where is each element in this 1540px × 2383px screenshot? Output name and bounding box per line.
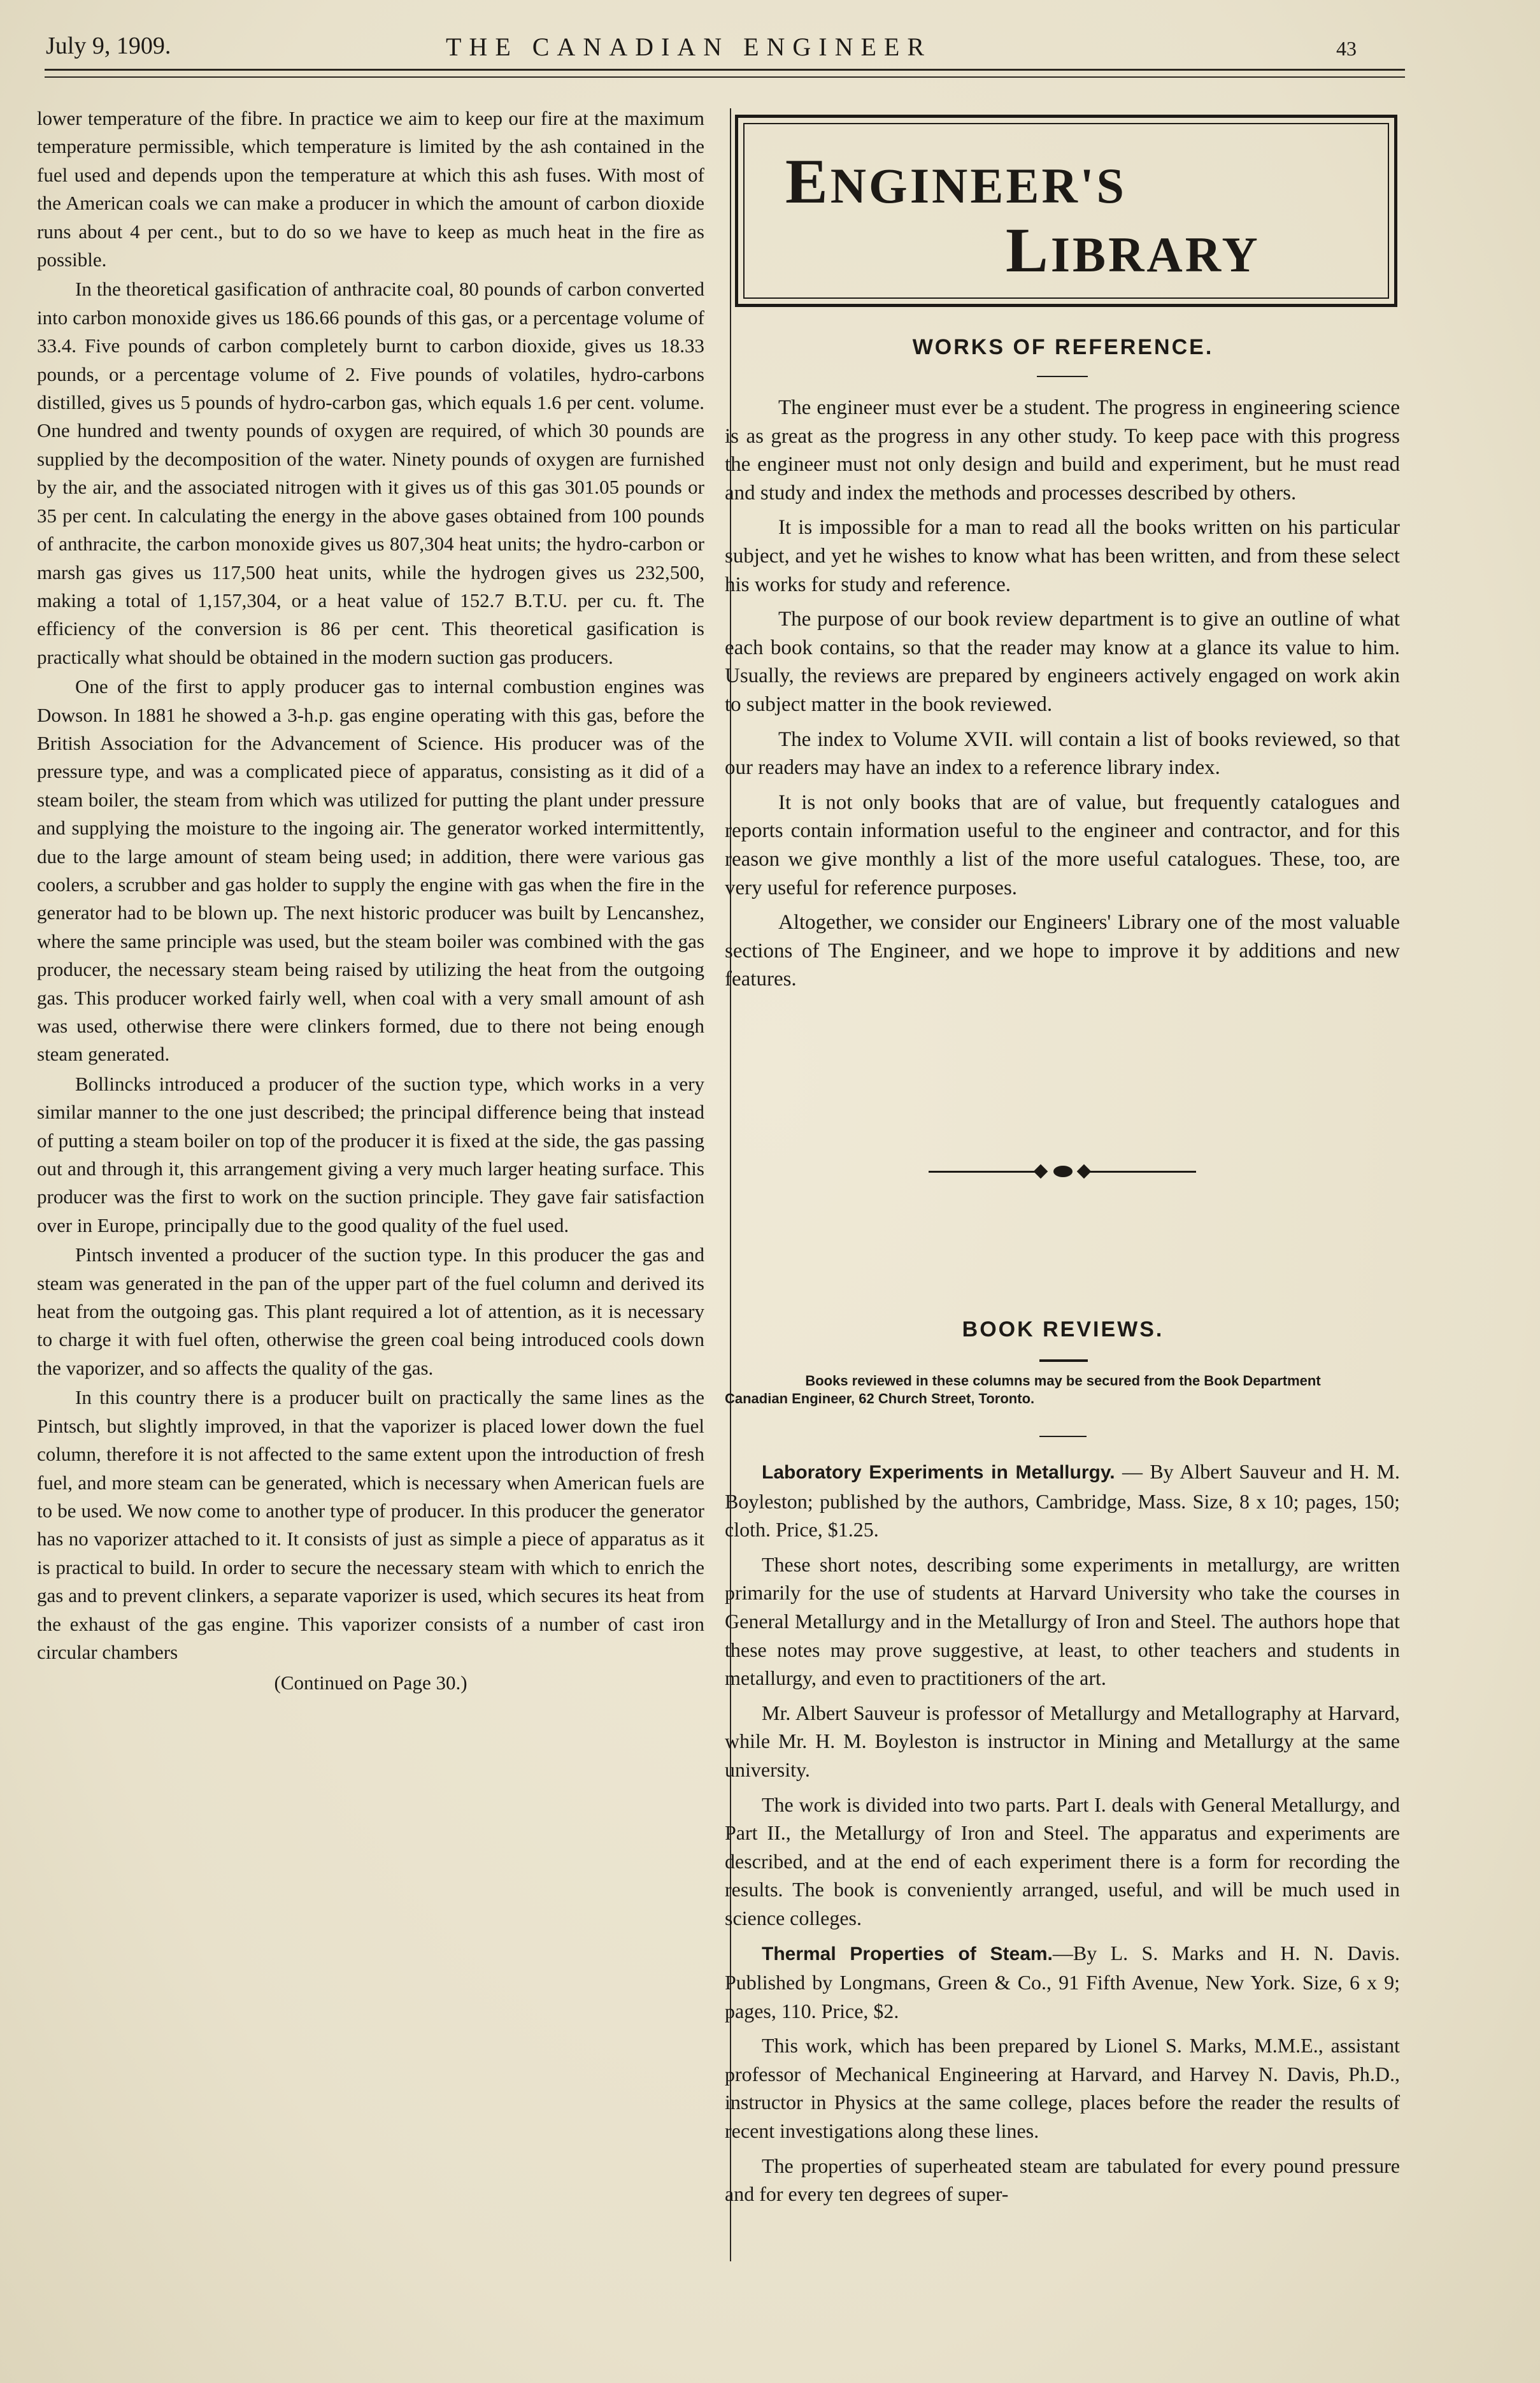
reference-paragraph: It is impossible for a man to read all the books written on his particular subject, and yet he wishes to know what has been written, and from these select his works for study and reference.: [725, 516, 1400, 596]
article-paragraph: In the theoretical gasification of anthracite coal, 80 pounds of carbon converted into carbon monoxide gives us 186.66 pounds of this gas, or a percentage volume of 33.4. Five pounds of carbon completely burnt to carbon dioxide, gives us 18.33 pounds, or a percentage volume of 2. Five pounds of volatiles, hydro-carbons distilled, gives us 5 pounds of hydro-carbon gas, which equals 1.6 per cent. volume. One hundred and twenty pounds of oxygen are required, of which 30 pounds are supplied by the decomposition of the water. Ninety pounds of oxygen are furnished by the air, and the associated nitrogen with it gives us of this gas 301.05 pounds or 35 per cent. In calculating the energy in the above gases obtained from 100 pounds of anthracite, the carbon monoxide gives us 807,304 heat units; the hydro-carbon or marsh gas gives us 117,500 heat units, while the hydrogen gives us 232,500, making a total of 1,157,304, or a heat value of 152.7 B.T.U. per cu. ft. The efficiency of the conversion is 86 per cent. This theoretical gasification is practically what should be obtained in the modern suction gas producers.: [37, 278, 704, 668]
book-reviews-body: [725, 1457, 1400, 2215]
reference-paragraph: It is not only books that are of value, but frequently catalogues and reports contain information useful to the engineer and contractor, and for this reason we give monthly a list of the more useful catalogues. These, too, are very useful for reference purposes.: [725, 791, 1400, 899]
left-column: [37, 104, 704, 1698]
notice-line: Books reviewed in these columns may be secured from the Book Department: [805, 1373, 1321, 1389]
review-paragraph: This work, which has been prepared by Lionel S. Marks, M.M.E., assistant professor of Mechanical Engineering at Harvard, and Harvey N. Davis, Ph.D., instructor in Physics at the same college, places before the reader the results of recent investigations along these lines.: [725, 2034, 1400, 2143]
continued-note: (Continued on Page 30.): [274, 1671, 467, 1694]
section-ornament: [929, 1162, 1196, 1181]
banner-title-line1: ENGINEER'S: [785, 146, 1127, 217]
works-of-reference-body: [725, 394, 1400, 1000]
heading-dash: [1039, 1359, 1088, 1362]
review-entry: [725, 1939, 1400, 2026]
review-book-title: Thermal Properties of Steam.: [762, 1943, 1053, 1964]
reference-paragraph: Altogether, we consider our Engineers' Library one of the most valuable sections of The Engineer, and we hope to improve it by additions and new features.: [725, 911, 1400, 991]
reference-paragraph: The index to Volume XVII. will contain a list of books reviewed, so that our readers may have an index to a reference library index.: [725, 727, 1400, 780]
review-book-details: —By L. S. Marks and H. N. Davis. Published by Longmans, Green & Co., 91 Fifth Avenue, New York. Size, 6 x 9; pages, 110. Price, $2.: [725, 1941, 1401, 2022]
review-paragraph: These short notes, describing some experiments in metallurgy, are written primarily for the use of students at Harvard University who take the courses in General Metallurgy and in the Metallurgy of Iron and Steel. The authors hope that these notes may prove suggestive, at least, to other teachers and students in metallurgy, and even to practitioners of the art.: [725, 1552, 1400, 1690]
article-paragraph: Bollincks introduced a producer of the suction type, which works in a very similar manner to the one just described; the principal difference being that instead of putting a steam boiler on top of the producer it is fixed at the side, the gas passing out and through it, this arrangement giving a very much larger heating surface. This producer was the first to work on the suction principle. They gave fair satisfaction over in Europe, principally due to the good quality of the fuel used.: [37, 1072, 704, 1236]
article-paragraph: One of the first to apply producer gas to internal combustion engines was Dowson. In 1881 he showed a 3-h.p. gas engine operating with this gas, before the British Association for the Advancement of Science. His producer was of the pressure type, and was a complicated piece of apparatus, consisting as it did of a steam boiler, the steam from which was utilized for putting the plant under pressure and supplying the moisture to the ingoing air. The generator worked intermittently, due to the large amount of steam being used; in addition, there were various gas coolers, a scrubber and gas holder to supply the engine with gas when the fire in the generator had to be blown up. The next historic producer was built by Lencanshez, where the same principle was used, but the steam boiler was combined with the gas producer, the necessary steam being raised by utilizing the heat from the outgoing gas. This producer worked fairly well, when coal with a very small amount of ash was used, otherwise there were clinkers formed, due to there not being enough steam generated.: [37, 675, 704, 1066]
header-rule: [45, 69, 1405, 71]
review-entry: [725, 1457, 1400, 1544]
reference-paragraph: The engineer must ever be a student. The progress in engineering science is as great as the progress in any other study. To keep pace with this progress the engineer must not only design and build and experiment, but he must read and study and index the methods and processes described by others.: [725, 396, 1400, 505]
article-paragraph: lower temperature of the fibre. In practice we aim to keep our fire at the maximum temperature permissible, which temperature is limited by the ash contained in the fuel used and depends upon the temperature at which this ash fuses. With most of the American coals we can make a producer in which the amount of carbon dioxide runs about 4 per cent., but to do so we have to keep as much heat in the fire as possible.: [37, 107, 704, 271]
notice-dash: [1039, 1436, 1087, 1437]
review-paragraph: The properties of superheated steam are tabulated for every pound pressure and for every ten degrees of super-: [725, 2154, 1400, 2206]
issue-date: July 9, 1909.: [46, 32, 171, 59]
header-rule-secondary: [45, 76, 1405, 78]
book-reviews-heading: BOOK REVIEWS.: [962, 1317, 1164, 1342]
publication-title: THE CANADIAN ENGINEER: [446, 32, 932, 61]
heading-dash: [1037, 376, 1088, 377]
works-of-reference-heading: WORKS OF REFERENCE.: [912, 335, 1214, 359]
notice-line: Canadian Engineer, 62 Church Street, Toronto.: [725, 1391, 1035, 1406]
article-paragraph: Pintsch invented a producer of the suction type. In this producer the gas and steam was generated in the pan of the upper part of the fuel column and derived its heat from the outgoing gas. This plant required a lot of attention, as it is necessary to charge it with fuel often, otherwise the green coal being introduced cools down the vaporizer, and so affects the quality of the gas.: [37, 1243, 704, 1379]
review-paragraph: The work is divided into two parts. Part I. deals with General Metallurgy, and Part II., the Metallurgy of Iron and Steel. The apparatus and experiments are described, and at the end of each experiment there is a form for recording the results. The book is conveniently arranged, useful, and will be much used in science colleges.: [725, 1793, 1400, 1929]
review-book-title: Laboratory Experiments in Metallurgy.: [762, 1462, 1115, 1483]
article-paragraph: In this country there is a producer built on practically the same lines as the Pintsch, but slightly improved, in that the vaporizer is placed lower down the fuel column, therefore it is not affected to the same extent upon the introduction of fresh fuel, and more steam can be generated, which is necessary when American fuels are to be used. We now come to another type of producer. In this producer the generator has no vaporizer attached to it. It consists of just as simple a piece of apparatus as it is practical to build. In order to secure the necessary steam with which to enrich the gas and to prevent clinkers, a separate vaporizer is used, which secures its heat from the exhaust of the gas engine. This vaporizer consists of a number of cast iron circular chambers: [37, 1386, 704, 1663]
page-number: 43: [1336, 37, 1357, 60]
review-book-details: — By Albert Sauveur and H. M. Boyleston; published by the authors, Cambridge, Mass. Size, 8 x 10; pages, 150; cloth. Price, $1.25.: [725, 1460, 1401, 1542]
reference-paragraph: The purpose of our book review department is to give an outline of what each book contains, so that the reader may know at a glance its value to him. Usually, the reviews are prepared by engineers actively engaged on work akin to subject matter in the book reviewed.: [725, 608, 1400, 716]
engineers-library-banner: [735, 115, 1397, 307]
review-paragraph: Mr. Albert Sauveur is professor of Metallurgy and Metallography at Harvard, while Mr. H. M. Boyleston is instructor in Mining and Metallurgy at the same university.: [725, 1701, 1400, 1781]
banner-title-line2: LIBRARY: [1006, 215, 1260, 285]
book-department-notice: [725, 1372, 1401, 1408]
